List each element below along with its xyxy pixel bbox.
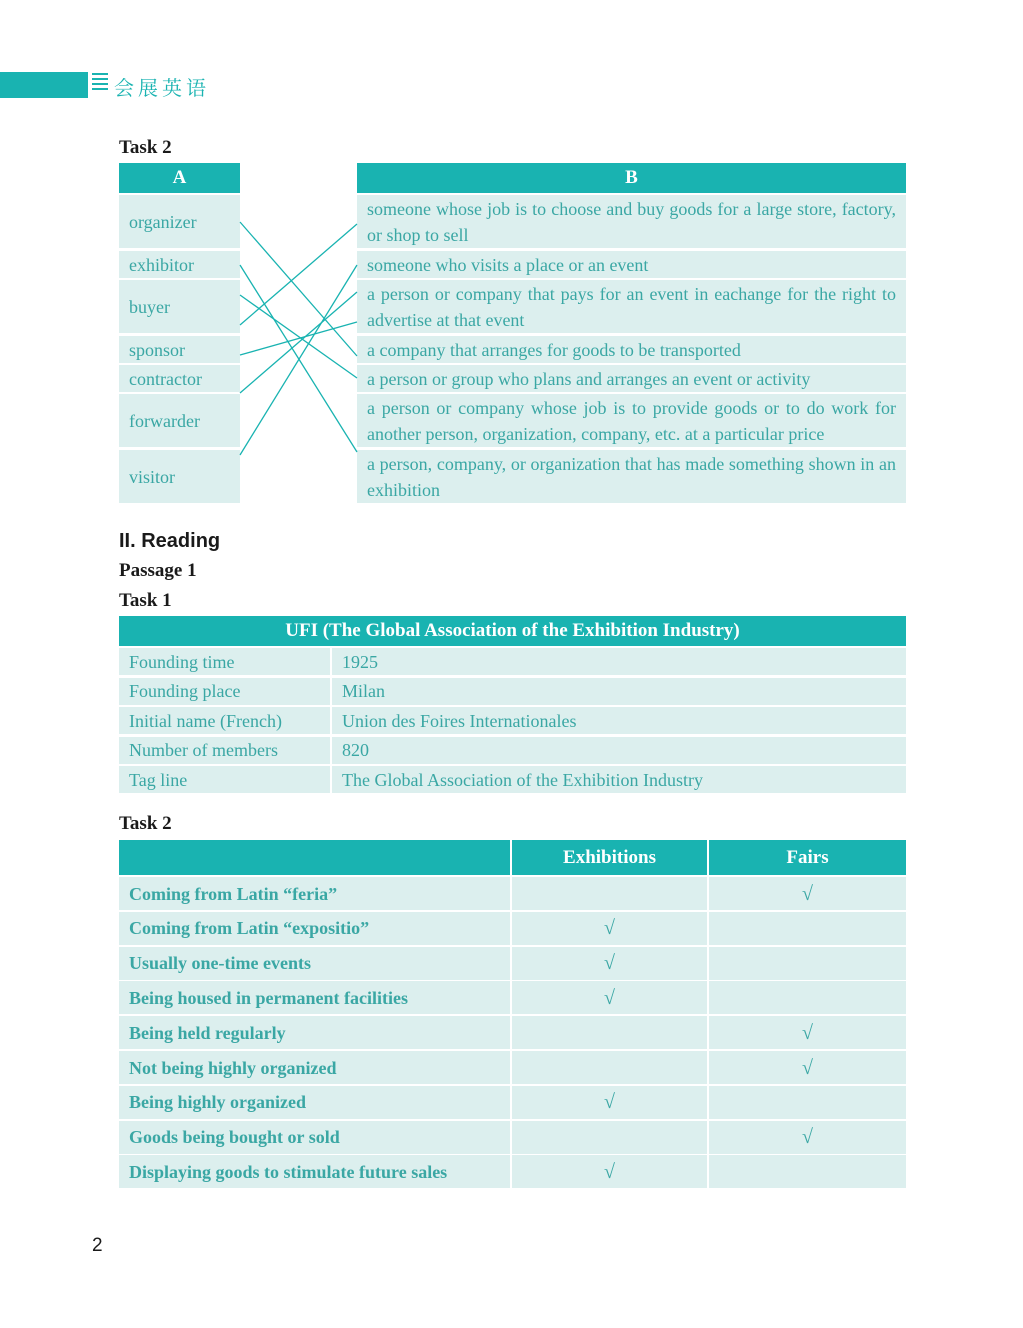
ufi-row-value: The Global Association of the Exhibition Industry bbox=[332, 766, 906, 793]
ufi-row-label: Founding place bbox=[119, 678, 330, 705]
compare-row-label: Displaying goods to stimulate future sales bbox=[119, 1155, 510, 1188]
match-item-a: sponsor bbox=[119, 336, 240, 363]
ufi-row-label: Founding time bbox=[119, 648, 330, 675]
exhibitions-check bbox=[512, 1121, 707, 1154]
exhibitions-check: √ bbox=[512, 1155, 707, 1188]
book-title: 会展英语 bbox=[114, 76, 210, 100]
exhibitions-check: √ bbox=[512, 981, 707, 1014]
match-item-a: buyer bbox=[119, 280, 240, 333]
exhibitions-check bbox=[512, 1051, 707, 1084]
exhibitions-check: √ bbox=[512, 912, 707, 945]
page-number: 2 bbox=[92, 1235, 103, 1256]
compare-header-blank bbox=[119, 840, 510, 875]
exhibitions-check bbox=[512, 1016, 707, 1049]
fairs-check bbox=[709, 1086, 906, 1119]
match-item-b: a person or company that pays for an event in eachange for the right to advertise at that event bbox=[357, 280, 906, 333]
match-item-a: forwarder bbox=[119, 394, 240, 447]
exhibitions-check: √ bbox=[512, 1086, 707, 1119]
compare-row-label: Not being highly organized bbox=[119, 1051, 510, 1084]
compare-row-label: Being highly organized bbox=[119, 1086, 510, 1119]
match-item-a: contractor bbox=[119, 365, 240, 392]
ufi-row-label: Tag line bbox=[119, 766, 330, 793]
match-item-a: organizer bbox=[119, 195, 240, 248]
ufi-table-title: UFI (The Global Association of the Exhibition Industry) bbox=[119, 616, 906, 646]
exhibitions-check bbox=[512, 877, 707, 910]
compare-header-exhibitions: Exhibitions bbox=[512, 840, 707, 875]
compare-row-label: Coming from Latin “feria” bbox=[119, 877, 510, 910]
column-a-header: A bbox=[119, 163, 240, 193]
compare-header-fairs: Fairs bbox=[709, 840, 906, 875]
fairs-check bbox=[709, 1155, 906, 1188]
fairs-check: √ bbox=[709, 1016, 906, 1049]
task2-matching-heading: Task 2 bbox=[119, 137, 172, 158]
reading-section-heading: II. Reading bbox=[119, 530, 221, 552]
ufi-row-value: Union des Foires Internationales bbox=[332, 707, 906, 734]
compare-row-label: Being housed in permanent facilities bbox=[119, 981, 510, 1014]
fairs-check: √ bbox=[709, 1121, 906, 1154]
ufi-row-label: Initial name (French) bbox=[119, 707, 330, 734]
ufi-row-value: 1925 bbox=[332, 648, 906, 675]
fairs-check: √ bbox=[709, 1051, 906, 1084]
task2-heading: Task 2 bbox=[119, 813, 172, 834]
compare-row-label: Being held regularly bbox=[119, 1016, 510, 1049]
compare-row-label: Coming from Latin “expositio” bbox=[119, 912, 510, 945]
match-line bbox=[240, 224, 357, 325]
match-item-b: a person or company whose job is to provide goods or to do work for another person, organization, company, etc. at a particular price bbox=[357, 394, 906, 447]
ufi-row-value: Milan bbox=[332, 678, 906, 705]
task1-heading: Task 1 bbox=[119, 590, 172, 611]
match-item-a: visitor bbox=[119, 450, 240, 503]
match-item-b: a person, company, or organization that has made something shown in an exhibition bbox=[357, 450, 906, 503]
column-b-header: B bbox=[357, 163, 906, 193]
fairs-check bbox=[709, 947, 906, 980]
exhibitions-check: √ bbox=[512, 947, 707, 980]
match-line bbox=[240, 322, 357, 355]
match-item-a: exhibitor bbox=[119, 251, 240, 278]
fairs-check: √ bbox=[709, 877, 906, 910]
match-item-b: a company that arranges for goods to be transported bbox=[357, 336, 906, 363]
match-item-b: a person or group who plans and arranges an event or activity bbox=[357, 365, 906, 392]
passage-heading: Passage 1 bbox=[119, 560, 197, 581]
fairs-check bbox=[709, 981, 906, 1014]
compare-row-label: Goods being bought or sold bbox=[119, 1121, 510, 1154]
ufi-row-label: Number of members bbox=[119, 737, 330, 764]
fairs-check bbox=[709, 912, 906, 945]
compare-row-label: Usually one-time events bbox=[119, 947, 510, 980]
match-item-b: someone whose job is to choose and buy goods for a large store, factory, or shop to sell bbox=[357, 195, 906, 248]
ufi-row-value: 820 bbox=[332, 737, 906, 764]
match-item-b: someone who visits a place or an event bbox=[357, 251, 906, 278]
